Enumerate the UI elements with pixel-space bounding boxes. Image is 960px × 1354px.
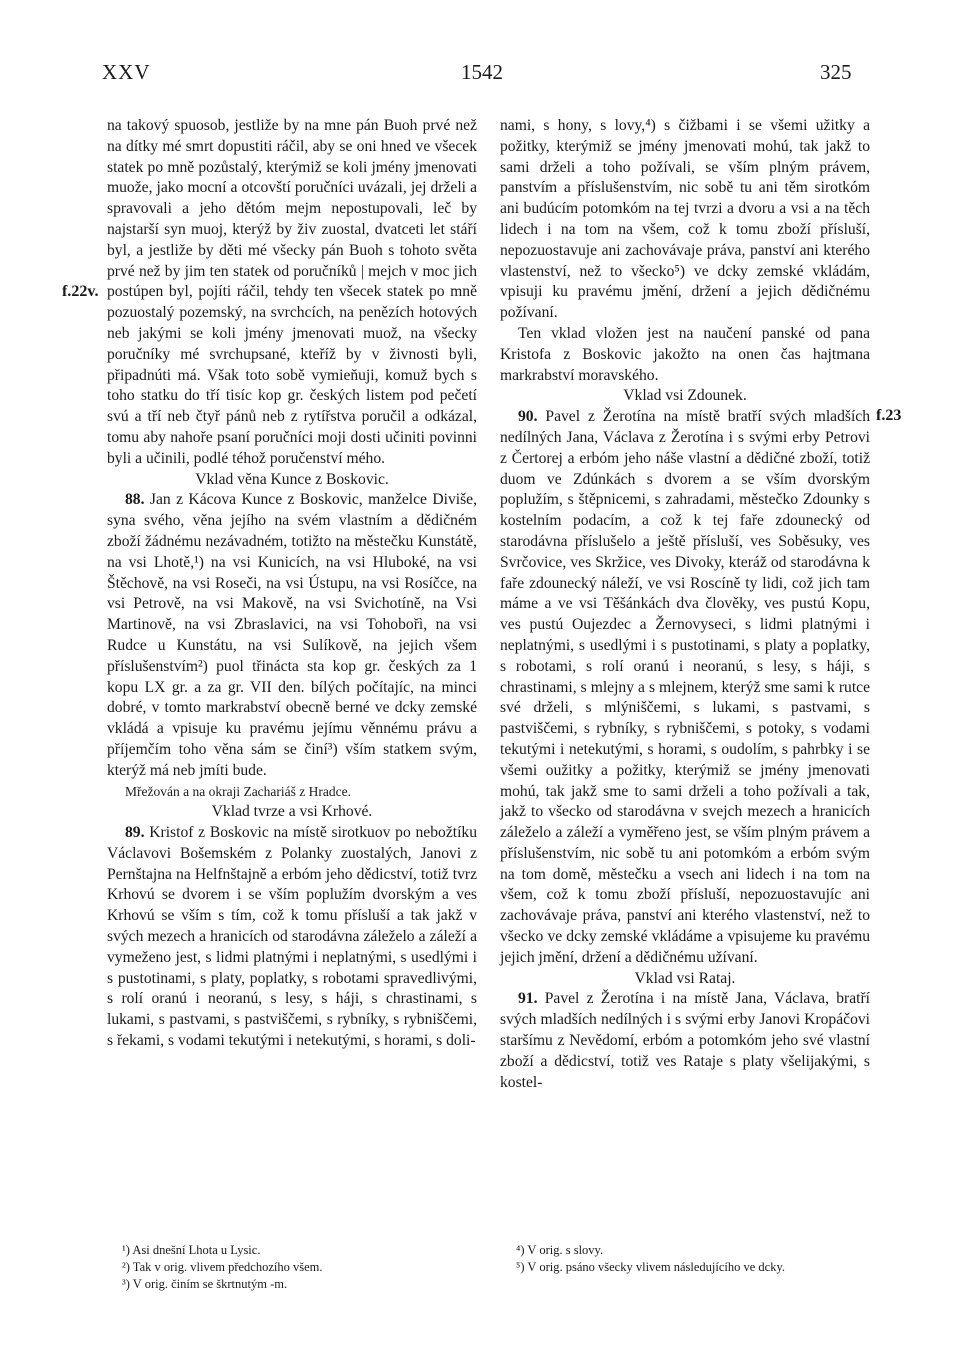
entry-number: 91. <box>518 990 538 1008</box>
footnote: ³) V orig. činím se škrtnutým -m. <box>122 1277 288 1291</box>
entry-number: 88. <box>125 491 145 509</box>
entry-91 <box>500 989 870 1093</box>
entry-number: 89. <box>125 824 145 842</box>
section-heading-88: Vklad věna Kunce z Boskovic. <box>195 470 389 488</box>
right-column <box>500 116 870 1093</box>
footnote: ²) Tak v orig. vlivem předchozího všem. <box>122 1260 323 1274</box>
entry-text: Jan z Kácova Kunce z Boskovic, manželce Diviše, syna svého, věna jejího na svém vlastním a dědičném zboží žádnému nezávadném, totižto na městečku Kunstátě, na vsi Lhotě,¹) na vsi Kunicích, na vsi Hluboké, na vsi Štěchově, na vsi Roseči, na vsi Ústupu, na vsi Rosíčce, na vsi Petrově, na vsi Makově, na vsi Svichotíně, na Vsi Martinově, na vsi Zbraslavici, na vsi Tohobořì, na vsi Rudce u Kunstátu, na vsi Sulíkově, na jejich všem příslušenstvím²) puol třinácta sta kop gr. českých za 1 kopu LX gr. a za gr. VII den. bílých počítajíc, na minci dobré, v tomto markrabství obecně berné ve dcky zemské vkládá a vpisuje ku pravému jejímu věnnému právu a příjemčím toho věna sám se činí³) vším statkem svým, kterýž má neb jmíti bude. <box>107 491 477 779</box>
section-heading-90: Vklad vsi Zdounek. <box>623 387 747 405</box>
footnotes-right <box>516 1242 785 1276</box>
footnote: ¹) Asi dnešní Lhota u Lysic. <box>122 1243 261 1257</box>
page-number: 325 <box>820 60 852 84</box>
running-header <box>0 60 960 90</box>
folio-note-right: f.23 <box>876 407 902 424</box>
entry-text: Pavel z Žerotína na místě bratří svých mladších nedílných Jana, Václava z Žerotína i s svými erby Petrovi z Čertorej a erbóm jeho náše vlastní a dědičné zboží, totiž duom ve Zdúnkách s dvorem a se vším dvorským poplužím, s štěpnicemi, s zahradami, městečko Zdounky s kostelním podacím, a což k tej faře zdounecký od starodávna příslušelo a ještě přísluší, ves Soběsuky, ves Svrčovice, ves Skržice, ves Divoky, kteráž od starodávna k faře zdounecký náleží, ve vsi Roscíně ty lidi, což jich tam máme a ve vsi Těšánkách dva člověky, ves pustú Kopu, ves pustú Oujezdec a Žernovyseci, s lidmi platnými i neplatnými, s usedlými i s pustotinami, s platy a poplatky, s robotami, s rolí oranú i neoranú, s lesy, s háji, s chrastinami, s mlejny a s mlejnem, kterýž sme sami k rutce své drželi, s mlýniščemi, s lukami, s pastvami, s pastviščemi, s rybníky, s rybniščemi, s potoky, s vodami tekutými i netekutými, s horami, s oudolím, s pahrbky i se všemi oužitky a požitky, kterýmiž se jmény jmenovati mohú, tak jakž sme to sami drželi a toho požívali a tak, jakž to všecko od starodávna v svejch mezech a hranicích záleželo a záleží a vyměřeno jest, se vším plným právem a příslušenstvím, nic sobě tu ani potomkóm a erbóm svým na tom domě, městečku a vsech ani lidech i na tom na všem, což k tomu zboží přísluší, nepozuostavujíc ani zachovávaje práva, panství ani kterého vlastenství, než to všecko ve dcky zemské vkládáme a vpisujeme ku pravému jejich jmění, držení a dědičnému užívaní. <box>500 408 871 966</box>
entry-89 <box>107 823 477 1052</box>
folio-note-left: f.22v. <box>62 283 99 300</box>
entry-90 <box>500 407 870 969</box>
footnote: ⁵) V orig. psáno všecky vlivem následujícího ve dcky. <box>516 1260 786 1274</box>
entry-text: Pavel z Žerotína i na místě Jana, Václava, bratří svých mladších nedílných i s svými erby Janovi Kropáčovi staršímu z Nevědomí, erbóm a potomkóm jeho své vlastní zboží a dědicství, totiž ves Rataje s platy všelijakými, s kostel- <box>500 990 870 1091</box>
entry-88 <box>107 490 477 781</box>
section-heading-91: Vklad vsi Rataj. <box>634 969 736 987</box>
footnotes-left <box>122 1242 323 1293</box>
volume-number: XXV <box>102 60 151 84</box>
year: 1542 <box>461 60 503 84</box>
entry-number: 90. <box>518 408 538 426</box>
paragraph-continuation: na takový spuosob, jestliže by na mne pán Buoh prvé než na dítky mé smrt dopustiti ráčil, aby se oni hned ve všecek statek po mně pozůstalý, kterýmiž se koli jmény jmenovati muože, jako mocní a otcovští poručníci uvázali, jej drželi a spravovali a jeho dětóm mejm nepostupovali, leč by najstarší syn muoj, kterýž by živ zuostal, dvatceti let stáří byl, a jestliže by děti mé všecky pán Buoh s tohoto světa prvé než by jim ten statek od poručníků | mejch v moc jich postúpen byl, pojíti ráčil, tehdy ten všecek statek po mně pozuostalý pozemský, na svrchcích, na penězích hotových neb jakými se koli jmény jmenovati muož, na všecky poručníky mé svrchupsané, kteříž by v živnosti byli, připadnúti má. Však toto sobě vymieňuji, komuž bych s toho statku do tří tisíc kop gr. českých listem pod pečetí svú a tří neb čtyř pánů neb z rytířstva poručil a odkázal, tomu aby nahoře psaní poručníci moji dosti učiniti povinni byli a učinili, podlé téhož poručenství mého. <box>107 117 477 467</box>
registration-note: Ten vklad vložen jest na naučení panské od pana Kristofa z Boskovic jakožto na onen čas hajtmana markrabství moravského. <box>500 324 870 384</box>
entry-text: Kristof z Boskovic na místě sirotkuov po nebožtíku Václavovi Bošemském z Polanky zuostalých, Janovi z Pernštajna na Helfnštajně a erbóm jeho dědicství, totiž tvrz Krhovú se dvorem i se vším poplužím dvorským a ves Krhovú se vším s tím, což k tomu přísluší a tak jakž v svých mezech a hranicích od starodávna záleželo a záleží a vymeženo jest, s lidmi platnými i neplatnými, s usedlými i s pustotinami, s platy, poplatky, s robotami spravedlivými, s rolí oranú i neoranú, s lesy, s háji, s chrastinami, s lukami, s pastvami, s pastviščemi, s rybníky, s rybniščemi, s řekami, s vodami tekutými i netekutými, s horami, s doli- <box>107 824 477 1050</box>
left-column <box>107 116 477 1052</box>
footnote: ⁴) V orig. s slovy. <box>516 1243 604 1257</box>
entry-note: Mřežován a na okraji Zachariáš z Hradce. <box>125 783 351 799</box>
section-heading-89: Vklad tvrze a vsi Krhové. <box>211 803 373 821</box>
paragraph-continuation: nami, s hony, s lovy,⁴) s čižbami i se všemi užitky a požitky, kterýmiž se jmény jmenovati mohú, tak jakž to sami drželi a toho požívali, se vším plným právem, panstvím a příslušenstvím, nic sobě tu ani těm sirotkóm ani budúcím potomkóm na tej tvrzi a dvoru a vsi a na těch lidech i na tom na všem, což k tomu zboží přísluší, nepozuostavuje ani zachovávaje práva, panství ani kterého vlastenství, než to všecko⁵) ve dcky zemské vkládám, vpisuji ku pravému jmění, držení a jejich dědičnému požívaní. <box>500 117 870 322</box>
